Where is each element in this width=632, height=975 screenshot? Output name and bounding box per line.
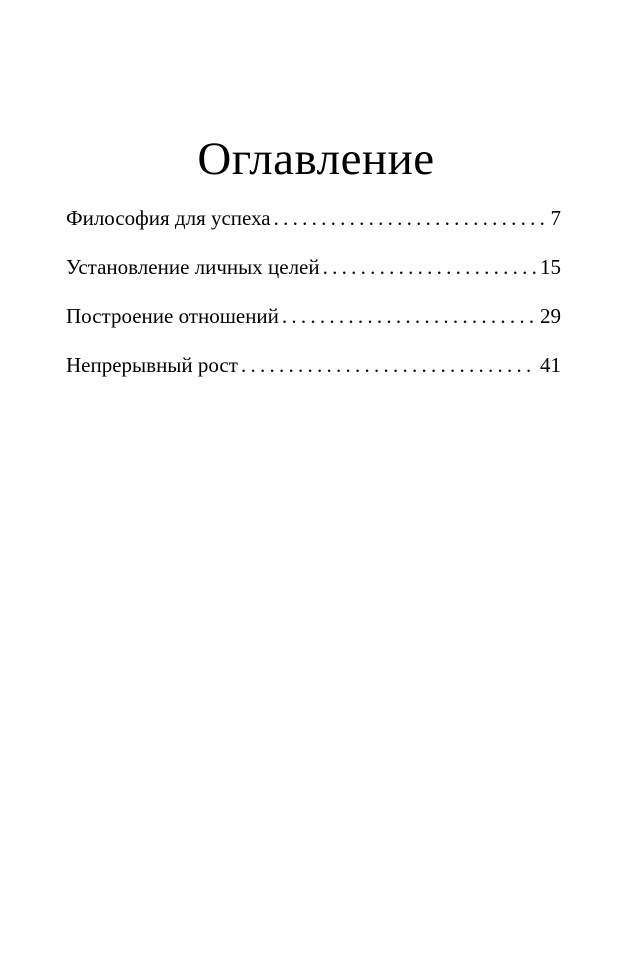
toc-page-number: 29	[540, 304, 561, 328]
toc-entry	[66, 351, 561, 400]
toc-entry	[66, 204, 561, 253]
toc-entry-label: Философия для успеха	[66, 206, 271, 230]
toc-dot-leader	[323, 253, 537, 281]
toc-entry-label: Построение отношений	[66, 304, 279, 328]
toc-entry	[66, 253, 561, 302]
toc-entry-label: Установление личных целей	[66, 255, 320, 279]
toc-dot-leader	[274, 204, 544, 232]
toc-page-number: 15	[540, 255, 561, 279]
toc-entry-label: Непрерывный рост	[66, 353, 238, 377]
toc-entry	[66, 302, 561, 351]
toc-dot-leader	[282, 302, 537, 330]
toc-page-number: 41	[540, 353, 561, 377]
page-title: Оглавление	[197, 133, 435, 186]
table-of-contents	[66, 204, 561, 400]
toc-page-number: 7	[550, 206, 561, 230]
toc-dot-leader	[241, 351, 537, 379]
